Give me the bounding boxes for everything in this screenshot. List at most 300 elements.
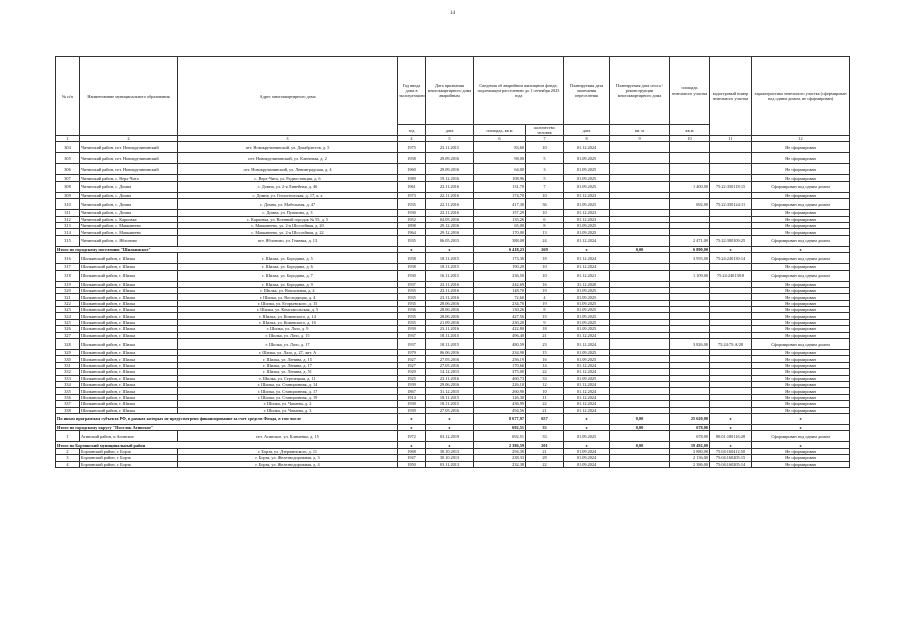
year-cell: x — [398, 413, 426, 424]
area-cell: 232,38 — [474, 461, 526, 467]
municipality-cell: Шилкинский район, г. Шилка — [80, 253, 178, 264]
area-cell: 83,60 — [474, 142, 526, 153]
cadastral-cell: 75:24:75:А/28 — [710, 339, 752, 350]
address-cell: г. Шилка, ул. Чапаева, д. 3 — [178, 407, 398, 413]
land-area-cell: 2 386,00 — [670, 461, 710, 467]
row-num-cell: 331 — [56, 362, 80, 368]
emergency-date-cell: x — [426, 442, 474, 448]
area-cell: 64,00 — [474, 164, 526, 175]
demolition-area-cell — [610, 339, 670, 350]
land-area-cell: 678,00 — [670, 424, 710, 430]
municipality-cell: Борзинский район, г. Борзя — [80, 455, 178, 461]
land-status-cell: x — [752, 424, 850, 430]
resettle-date-cell: 01.09.2025 — [564, 326, 610, 332]
address-cell: г. Шилка, ул. Ленина, д. 15 — [178, 356, 398, 362]
row-num-cell: 319 — [56, 281, 80, 287]
land-status-cell: Сформирован под одним домом — [752, 431, 850, 442]
resettle-date-cell: 01.09.2025 — [564, 300, 610, 306]
area-cell: 427,56 — [474, 313, 526, 319]
land-area-cell: 25 620,00 — [670, 413, 710, 424]
address-cell: г. Шилка, ул. Вокзальная, д. 4 — [178, 287, 398, 293]
table-row — [56, 270, 850, 281]
people-cell: 23 — [526, 339, 564, 350]
resettle-date-cell: 01.12.2024 — [564, 407, 610, 413]
area-cell: 108,96 — [474, 175, 526, 181]
col-number: 8 — [564, 136, 610, 142]
area-cell: 460,73 — [474, 375, 526, 381]
land-status-cell: Не сформирован — [752, 375, 850, 381]
year-cell: 1939 — [398, 382, 426, 388]
emergency-date-cell: 16.11.2015 — [426, 270, 474, 281]
land-status-cell: Не сформирован — [752, 455, 850, 461]
people-cell: 201 — [526, 442, 564, 448]
people-cell: 11 — [526, 394, 564, 400]
land-area-cell: 678,00 — [670, 431, 710, 442]
emergency-date-cell: 23.11.2016 — [426, 326, 474, 332]
land-status-cell: Не сформирован — [752, 264, 850, 270]
year-cell: 1939 — [398, 401, 426, 407]
cadastral-cell — [710, 164, 752, 175]
municipality-cell: Читинский район, с. Домна — [80, 210, 178, 216]
emergency-date-cell: 23.11.2016 — [426, 181, 474, 192]
area-cell: 157,29 — [474, 210, 526, 216]
year-cell: 1898 — [398, 222, 426, 228]
land-status-cell: Не сформирован — [752, 153, 850, 164]
resettle-date-cell: 01.12.2021 — [564, 270, 610, 281]
address-cell: г. Шилка, ул. Ленина, д. 51 — [178, 369, 398, 375]
year-cell: 1950 — [398, 461, 426, 467]
year-cell: 1952 — [398, 216, 426, 222]
year-cell: 1935 — [398, 235, 426, 246]
row-num-cell: 306 — [56, 164, 80, 175]
land-status-cell: x — [752, 413, 850, 424]
address-cell: пгт. Агинское, ул. Клименко, д. 15 — [178, 431, 398, 442]
subtotal-label: Итого по Борзинский муниципальный район — [56, 442, 398, 448]
people-cell: 22 — [526, 369, 564, 375]
resettle-date-cell: 01.09.2025 — [564, 313, 610, 319]
cadastral-cell: 75:24:240138:8 — [710, 270, 752, 281]
municipality-cell: Шилкинский район, г. Шилка — [80, 300, 178, 306]
row-num-cell: 327 — [56, 332, 80, 338]
emergency-date-cell: 29.12.2016 — [426, 222, 474, 228]
year-cell: 1964 — [398, 229, 426, 235]
people-cell: 8 — [526, 307, 564, 313]
emergency-date-cell: 27.05.2016 — [426, 356, 474, 362]
emergency-date-cell: 14.12.2015 — [426, 369, 474, 375]
year-cell: 1938 — [398, 264, 426, 270]
land-status-cell: Не сформирован — [752, 300, 850, 306]
people-cell: 33 — [526, 424, 564, 430]
people-cell: 15 — [526, 313, 564, 319]
municipality-cell: Читинский район, с. Домна — [80, 199, 178, 210]
demolition-area-cell — [610, 431, 670, 442]
resettle-date-cell: 01.09.2025 — [564, 287, 610, 293]
land-status-cell: Не сформирован — [752, 388, 850, 394]
cadastral-cell: 75:24:240130:14 — [710, 253, 752, 264]
resettle-date-cell: 01.12.2024 — [564, 388, 610, 394]
resettle-date-cell: 01.09.2025 — [564, 319, 610, 325]
address-cell: г. Борзя, ул. Железнодорожная, д. 3 — [178, 455, 398, 461]
land-area-cell: 3 955,00 — [670, 253, 710, 264]
address-cell: г. Шилка, ул. Егорьевского, д. 15 — [178, 300, 398, 306]
cadastral-cell — [710, 153, 752, 164]
row-num-cell: 323 — [56, 307, 80, 313]
col-number: 3 — [178, 136, 398, 142]
demolition-area-cell — [610, 164, 670, 175]
people-cell: 24 — [526, 235, 564, 246]
area-cell: 234,70 — [474, 300, 526, 306]
address-cell: г. Шилка, ул. Ленина, д. 17 — [178, 362, 398, 368]
row-num-cell: 338 — [56, 407, 80, 413]
area-cell: 480,59 — [474, 339, 526, 350]
emergency-date-cell: 29.12.2016 — [426, 229, 474, 235]
land-status-cell: Не сформирован — [752, 294, 850, 300]
subtotal-row — [56, 413, 850, 424]
address-cell: г. Шилка, ул. Станционная, д. 17 — [178, 388, 398, 394]
emergency-date-cell: 03.11.2013 — [426, 461, 474, 467]
resettle-date-cell: 01.12.2024 — [564, 264, 610, 270]
demolition-area-cell — [610, 235, 670, 246]
people-cell: 22 — [526, 461, 564, 467]
row-num-cell: 320 — [56, 287, 80, 293]
resettle-date-cell: 01.12.2024 — [564, 332, 610, 338]
land-status-cell: Не сформирован — [752, 229, 850, 235]
address-cell: пгт. Яблоново, ул. Гнаевка, д. 13 — [178, 235, 398, 246]
emergency-date-cell: 22.11.2016 — [426, 192, 474, 198]
land-status-cell: Не сформирован — [752, 394, 850, 400]
year-cell: 1935 — [398, 300, 426, 306]
people-cell: 14 — [526, 362, 564, 368]
municipality-cell: Шилкинский район, г. Шилка — [80, 407, 178, 413]
header-resettlement-date: Планируемая дата окончания переселения — [564, 57, 610, 125]
row-num-cell: 309 — [56, 192, 80, 198]
land-status-cell: Не сформирован — [752, 326, 850, 332]
people-cell: 21 — [526, 448, 564, 454]
year-cell: 1973 — [398, 192, 426, 198]
cadastral-cell: x — [710, 413, 752, 424]
row-num-cell: 312 — [56, 216, 80, 222]
area-cell: 131,70 — [474, 181, 526, 192]
emergency-date-cell: x — [426, 413, 474, 424]
row-num-cell: 311 — [56, 210, 80, 216]
municipality-cell: Шилкинский район, г. Шилка — [80, 350, 178, 356]
emergency-date-cell: 28.06.2016 — [426, 300, 474, 306]
land-status-cell: Не сформирован — [752, 142, 850, 153]
cadastral-cell: x — [710, 424, 752, 430]
year-cell: 1935 — [398, 287, 426, 293]
land-status-cell: x — [752, 246, 850, 252]
cadastral-cell: 75:04:160205:15 — [710, 455, 752, 461]
municipality-cell: Шилкинский район, г. Шилка — [80, 375, 178, 381]
table-row — [56, 253, 850, 264]
row-num-cell: 305 — [56, 153, 80, 164]
table-row — [56, 461, 850, 467]
municipality-cell: Шилкинский район, г. Шилка — [80, 332, 178, 338]
emergency-date-cell: 18.11.2015 — [426, 332, 474, 338]
area-cell: 170,66 — [474, 362, 526, 368]
address-cell: с. Домна, ул. 2-я Линейная, д. 46 — [178, 181, 398, 192]
year-cell: 1925 — [398, 375, 426, 381]
land-area-cell: 692,00 — [670, 199, 710, 210]
people-cell: 10 — [526, 264, 564, 270]
address-cell: г. Шилка, ул. Станционная, д. 14 — [178, 382, 398, 388]
people-cell: 10 — [526, 388, 564, 394]
demolition-area-cell — [610, 253, 670, 264]
table-row — [56, 142, 850, 153]
page-number: 14 — [450, 11, 455, 16]
address-cell: г. Шилка, ул. Стрелецкая, д. 11 — [178, 375, 398, 381]
people-cell: 19 — [526, 287, 564, 293]
demolition-area-cell: 0,00 — [610, 246, 670, 252]
emergency-date-cell: 29.09.2016 — [426, 164, 474, 175]
resettle-date-cell: 01.12.2023 — [564, 216, 610, 222]
resettle-date-cell: 01.09.2025 — [564, 199, 610, 210]
address-cell: пгт. Новокручининский, ул. Ключевая, д. 2 — [178, 153, 398, 164]
area-cell: 256,19 — [474, 356, 526, 362]
year-cell: 1935 — [398, 294, 426, 300]
row-num-cell: 329 — [56, 350, 80, 356]
row-num-cell: 4 — [56, 461, 80, 467]
resettle-date-cell: 01.09.2025 — [564, 431, 610, 442]
address-cell: с. Домна, ул. Мабельная, д. 47 — [178, 199, 398, 210]
demolition-area-cell — [610, 461, 670, 467]
resettle-date-cell: 01.09.2024 — [564, 448, 610, 454]
land-status-cell: Сформирован под одним домом — [752, 181, 850, 192]
municipality-cell: Шилкинский район, г. Шилка — [80, 394, 178, 400]
col-number: 9 — [610, 136, 670, 142]
resettle-date-cell: 01.09.2025 — [564, 350, 610, 356]
row-num-cell: 330 — [56, 356, 80, 362]
resettle-date-cell: 01.09.2024 — [564, 461, 610, 467]
municipality-cell: Читинский район, пгт. Новокручининский — [80, 142, 178, 153]
address-cell: г. Шилка, ул. Лазо, д. 9 — [178, 326, 398, 332]
resettle-date-cell: 01.09.2025 — [564, 222, 610, 228]
year-cell: 1935 — [398, 313, 426, 319]
year-cell: 1958 — [398, 253, 426, 264]
people-cell: 8 — [526, 222, 564, 228]
row-num-cell: 2 — [56, 448, 80, 454]
people-cell: 16 — [526, 356, 564, 362]
resettle-date-cell: x — [564, 413, 610, 424]
people-cell: 15 — [526, 350, 564, 356]
people-cell: 12 — [526, 382, 564, 388]
land-status-cell: Не сформирован — [752, 313, 850, 319]
address-cell: г. Шилка, ул. Станционная, д. 19 — [178, 394, 398, 400]
year-cell: 1935 — [398, 199, 426, 210]
subheader-date2: дата — [564, 125, 610, 136]
row-num-cell: 324 — [56, 313, 80, 319]
demolition-area-cell — [610, 142, 670, 153]
people-cell: 7 — [526, 181, 564, 192]
year-cell: 1937 — [398, 339, 426, 350]
col-number: 4 — [398, 136, 426, 142]
address-cell: пгт. Новокручининский, ул. Ленинградская, д. 4 — [178, 164, 398, 175]
people-cell: 5 — [526, 175, 564, 181]
address-cell: пгт. Новокручининский, ул. Декабристов, д. 5 — [178, 142, 398, 153]
subheader-date: дата — [426, 125, 474, 136]
address-cell: г. Шилка, ул. Кожевского, д. 16 — [178, 319, 398, 325]
municipality-cell: Шилкинский район, г. Шилка — [80, 369, 178, 375]
emergency-date-cell: 23.11.2016 — [426, 210, 474, 216]
row-num-cell: 325 — [56, 319, 80, 325]
emergency-date-cell: x — [426, 424, 474, 430]
year-cell: 1979 — [398, 350, 426, 356]
emergency-date-cell: 18.11.2015 — [426, 264, 474, 270]
row-num-cell: 315 — [56, 235, 80, 246]
emergency-date-cell: 23.11.2016 — [426, 375, 474, 381]
land-status-cell: Не сформирован — [752, 164, 850, 175]
emergency-date-cell: 31.12.2015 — [426, 388, 474, 394]
header-num: № п/п — [56, 57, 80, 136]
row-num-cell: 322 — [56, 300, 80, 306]
demolition-area-cell — [610, 199, 670, 210]
land-status-cell: Не сформирован — [752, 332, 850, 338]
subtotal-label: Итого по городскому поселению "Шилкинское" — [56, 246, 398, 252]
year-cell: 1937 — [398, 332, 426, 338]
row-num-cell: 314 — [56, 229, 80, 235]
land-area-cell: 19 492,00 — [670, 442, 710, 448]
header-cadastral: кадастровый номер земельного участка — [710, 57, 752, 136]
land-area-cell: 6 890,00 — [670, 246, 710, 252]
land-status-cell: Не сформирован — [752, 356, 850, 362]
row-num-cell: 1 — [56, 431, 80, 442]
year-cell: 1968 — [398, 448, 426, 454]
header-land-characteristic: характеристика земельного участка (сформирован под одним домом, не сформирован) — [752, 57, 850, 136]
row-num-cell: 332 — [56, 369, 80, 375]
emergency-date-cell: 28.06.2016 — [426, 307, 474, 313]
area-cell: 174,70 — [474, 192, 526, 198]
table-row — [56, 181, 850, 192]
municipality-cell: Борзинский район, г. Борзя — [80, 448, 178, 454]
people-cell: 269 — [526, 246, 564, 252]
land-status-cell: Не сформирован — [752, 175, 850, 181]
land-status-cell: Не сформирован — [752, 401, 850, 407]
emergency-housing-table — [55, 56, 850, 468]
people-cell: 10 — [526, 270, 564, 281]
emergency-date-cell: 23.11.2016 — [426, 281, 474, 287]
resettle-date-cell: 01.09.2025 — [564, 229, 610, 235]
demolition-area-cell — [610, 153, 670, 164]
municipality-cell: Читинский район, с. Маккавеево — [80, 222, 178, 228]
year-cell: 1972 — [398, 431, 426, 442]
cadastral-cell: 75:04:160205:14 — [710, 461, 752, 467]
people-cell: 657 — [526, 413, 564, 424]
year-cell: x — [398, 424, 426, 430]
land-status-cell: Сформирован под одним домом — [752, 270, 850, 281]
row-num-cell: 337 — [56, 401, 80, 407]
subheader-area: площадь, кв.м — [474, 125, 526, 136]
address-cell: с. Верх-Чита, ул. Радиостанция, д. 6 — [178, 175, 398, 181]
cadastral-cell: 75:04:160412:50 — [710, 448, 752, 454]
people-cell: 18 — [526, 326, 564, 332]
year-cell: 1935 — [398, 319, 426, 325]
municipality-cell: Читинский район, с. Домна — [80, 192, 178, 198]
land-area-cell: 3 826,00 — [670, 339, 710, 350]
people-cell: 9 — [526, 319, 564, 325]
municipality-cell: Читинский район, с. Верх-Чита — [80, 175, 178, 181]
municipality-cell: Шилкинский район, г. Шилка — [80, 270, 178, 281]
people-cell: 6 — [526, 216, 564, 222]
row-num-cell: 326 — [56, 326, 80, 332]
resettle-date-cell: 01.12.2024 — [564, 142, 610, 153]
municipality-cell: Шилкинский район, г. Шилка — [80, 307, 178, 313]
cadastral-cell: 75:22:350118:15 — [710, 181, 752, 192]
resettle-date-cell: x — [564, 442, 610, 448]
municipality-cell: Читинский район, пгт. Новокручининский — [80, 164, 178, 175]
land-status-cell: Не сформирован — [752, 369, 850, 375]
address-cell: с. Карповка, ул. Военный городок № 55, д. 5 — [178, 216, 398, 222]
demolition-area-cell: 0,00 — [610, 413, 670, 424]
land-status-cell: Не сформирован — [752, 216, 850, 222]
land-status-cell: Не сформирован — [752, 448, 850, 454]
land-area-cell: 1 109,00 — [670, 270, 710, 281]
emergency-date-cell: 23.11.2015 — [426, 142, 474, 153]
cadastral-cell: x — [710, 246, 752, 252]
land-area-cell: 3 880,00 — [670, 448, 710, 454]
resettle-date-cell: 01.12.2024 — [564, 362, 610, 368]
area-cell: 65,00 — [474, 222, 526, 228]
land-area-cell: 2 471,00 — [670, 235, 710, 246]
subheader-people: количество человек — [526, 125, 564, 136]
emergency-date-cell: x — [426, 246, 474, 252]
table-row — [56, 235, 850, 246]
year-cell: 1958 — [398, 153, 426, 164]
emergency-date-cell: 29.09.2016 — [426, 153, 474, 164]
land-status-cell: Не сформирован — [752, 222, 850, 228]
land-status-cell: Не сформирован — [752, 362, 850, 368]
col-number: 7 — [526, 136, 564, 142]
emergency-date-cell: 03.12.2019 — [426, 431, 474, 442]
year-cell: 1939 — [398, 326, 426, 332]
land-status-cell: Сформирован под одним домом — [752, 235, 850, 246]
year-cell: x — [398, 246, 426, 252]
municipality-cell: Борзинский район, г. Борзя — [80, 461, 178, 467]
area-cell: 294,30 — [474, 448, 526, 454]
emergency-date-cell: 27.05.2016 — [426, 407, 474, 413]
cadastral-cell — [710, 142, 752, 153]
address-cell: г. Шилка, ул. Восходящая, д. 4 — [178, 294, 398, 300]
municipality-cell: Шилкинский район, г. Шилка — [80, 313, 178, 319]
address-cell: г. Шилка, ул. Бородина, д. 6 — [178, 264, 398, 270]
emergency-date-cell: 27.05.2016 — [426, 362, 474, 368]
header-emergency-date: Дата признания многоквартирного дома аварийным — [426, 57, 474, 125]
table-row — [56, 153, 850, 164]
year-cell: 1989 — [398, 175, 426, 181]
cadastral-cell: x — [710, 442, 752, 448]
cadastral-cell: 75:22:380109:25 — [710, 235, 752, 246]
cadastral-cell: 75:22:350124:11 — [710, 199, 752, 210]
municipality-cell: Читинский район, с. Яблоново — [80, 235, 178, 246]
emergency-date-cell: 28.06.2016 — [426, 313, 474, 319]
area-cell: 242,69 — [474, 281, 526, 287]
row-num-cell: 316 — [56, 253, 80, 264]
emergency-date-cell: 18.11.2015 — [426, 401, 474, 407]
people-cell: 16 — [526, 281, 564, 287]
resettle-date-cell: 01.09.2024 — [564, 455, 610, 461]
address-cell: г. Шилка, ул. Бородина, д. 5 — [178, 253, 398, 264]
subheader-sqm: кв. м — [610, 125, 670, 136]
row-num-cell: 333 — [56, 375, 80, 381]
area-cell: 148,70 — [474, 287, 526, 293]
area-cell: 8 677,97 — [474, 413, 526, 424]
area-cell: 496,40 — [474, 332, 526, 338]
resettle-date-cell: 01.12.2024 — [564, 394, 610, 400]
area-cell: 130,26 — [474, 307, 526, 313]
resettle-date-cell: 01.12.2023 — [564, 210, 610, 216]
header-year-built: Год ввода дома в эксплуатацию — [398, 57, 426, 125]
people-cell: 3 — [526, 164, 564, 175]
municipality-cell: Шилкинский район, г. Шилка — [80, 356, 178, 362]
